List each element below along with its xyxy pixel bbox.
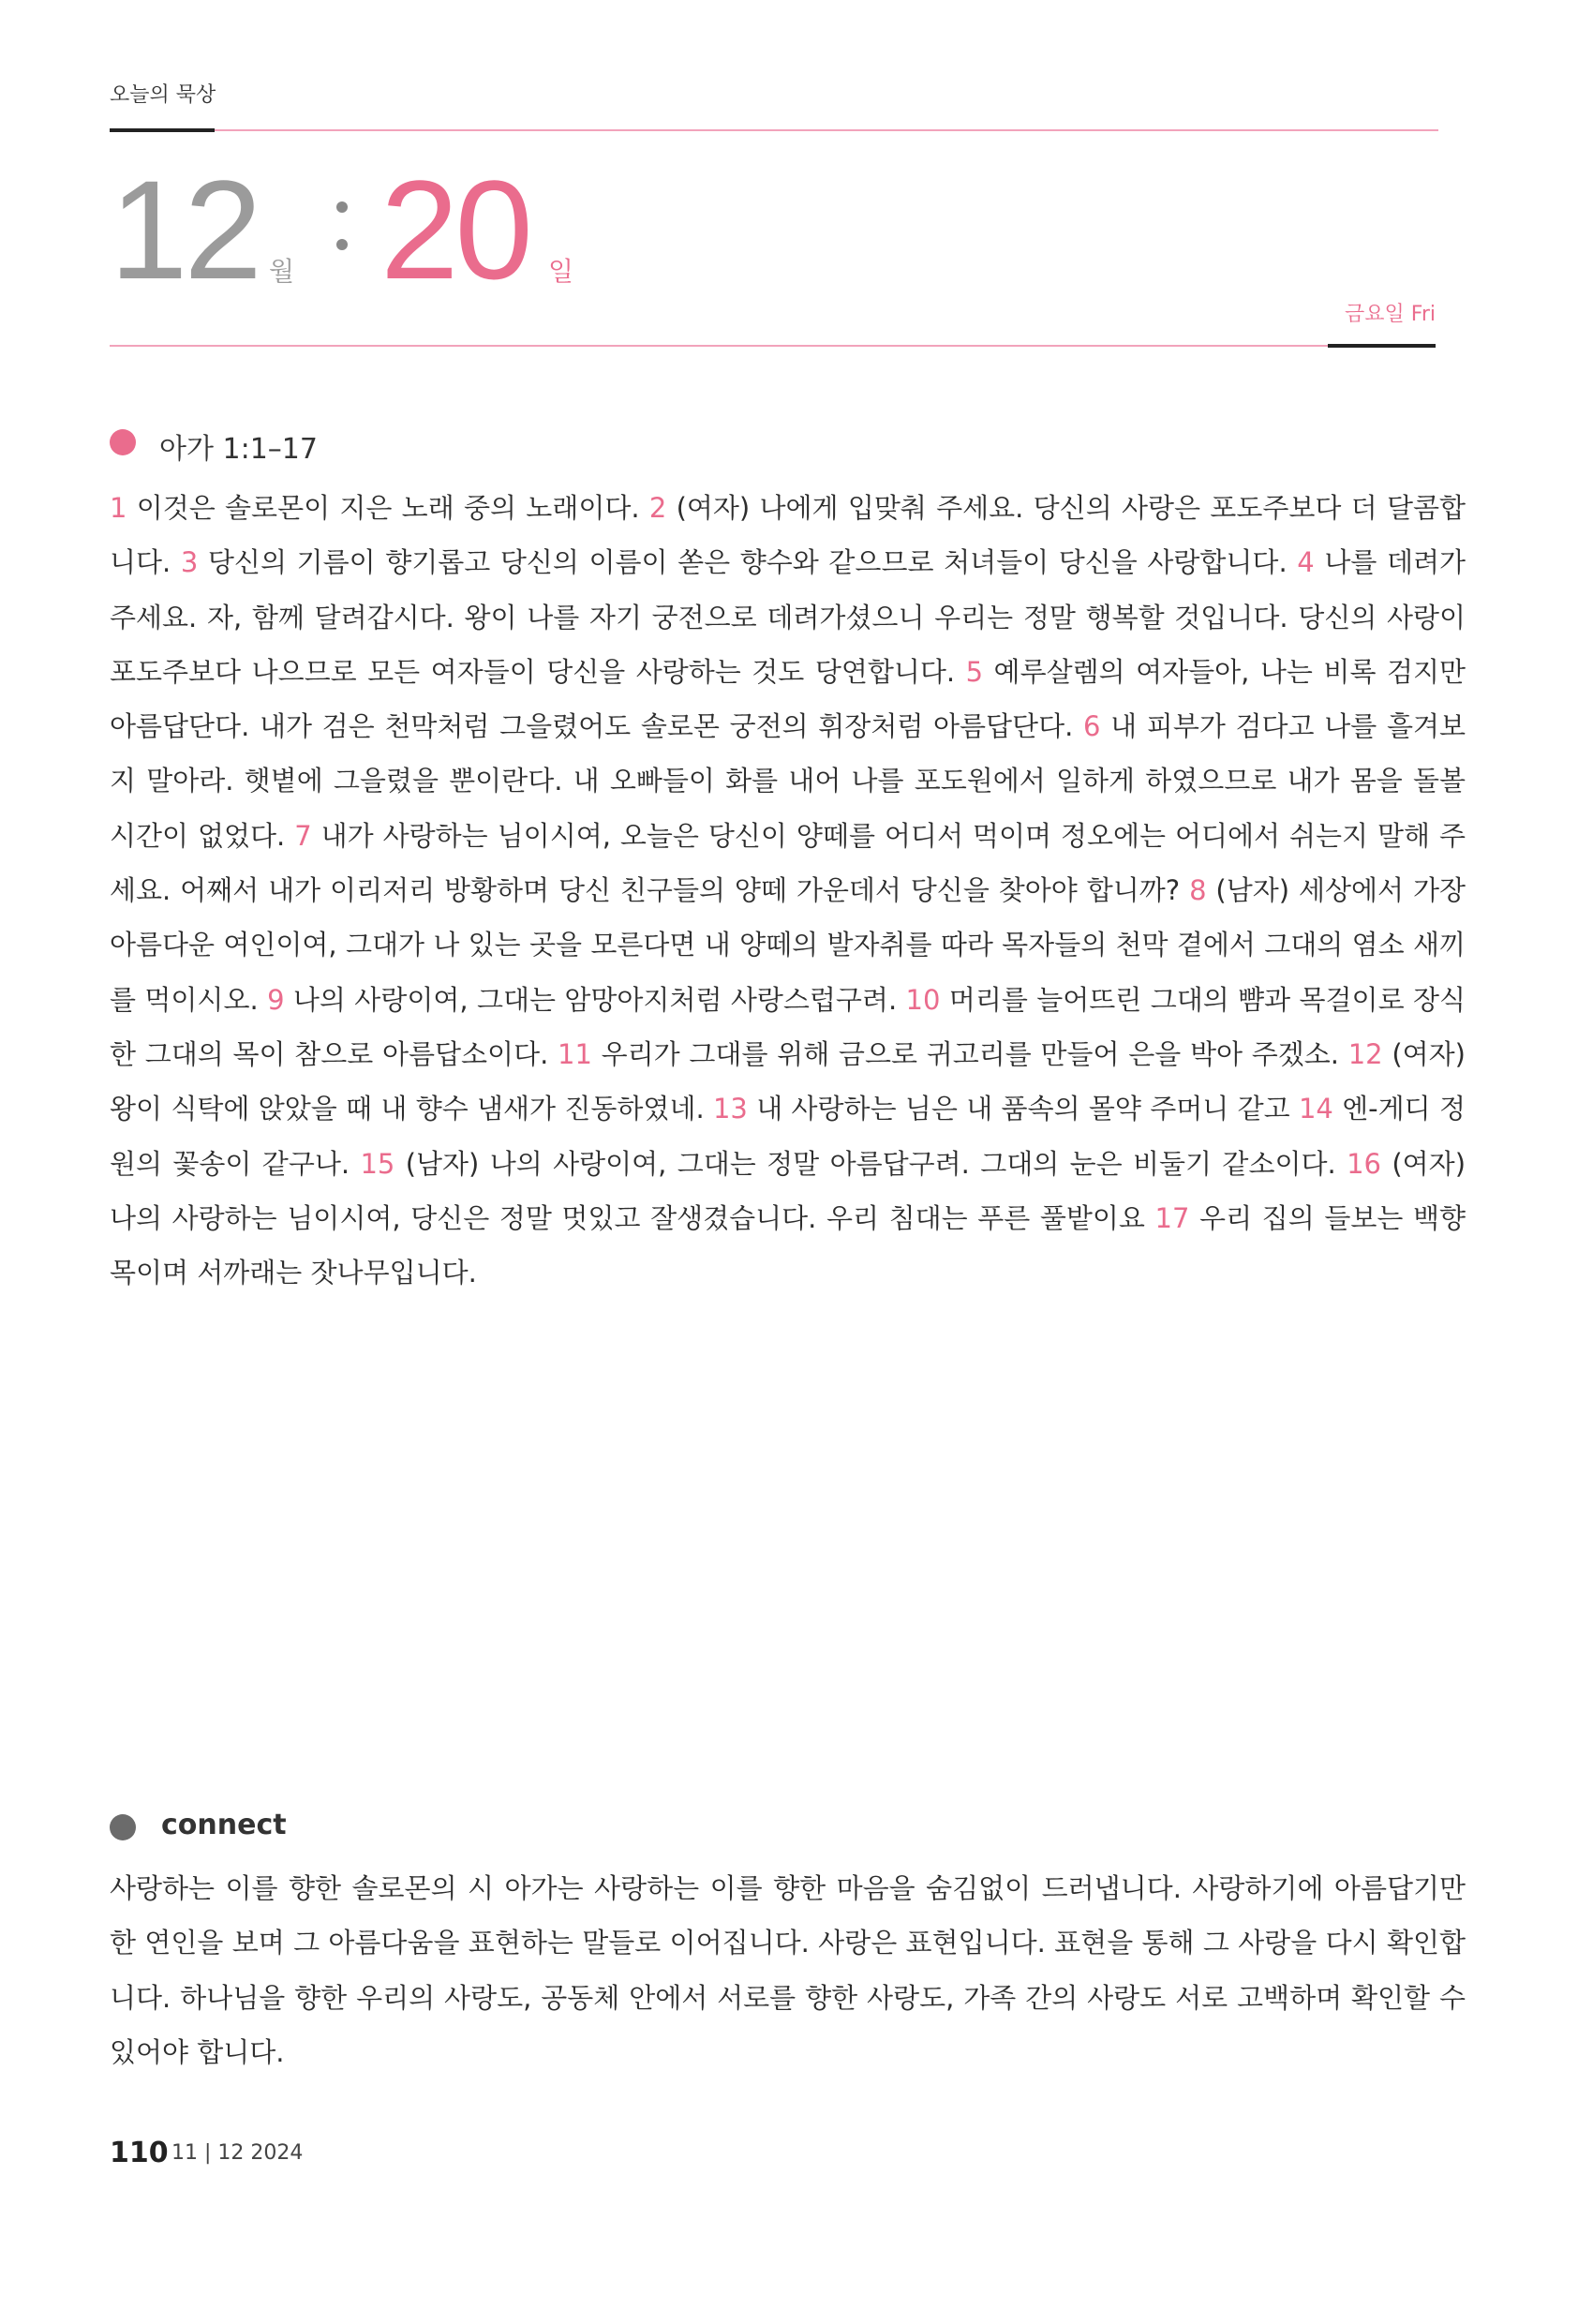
verse-number: 5 <box>965 655 984 688</box>
verse-number: 14 <box>1298 1093 1333 1125</box>
verse-number: 2 <box>648 492 667 524</box>
verse-text: 나를 데려가 주세요. 자, 함께 달려갑시다. 왕이 나를 자기 궁전으로 데려가셨으니 우리는 정말 행복할 것입니다. 당신의 사랑이 포도주보다 나으므로 모든 여자들이 당신을 사랑하는 것도 당연합니다. <box>110 546 1466 688</box>
verse-text: 엔-게디 정원의 꽃송이 같구나. <box>110 1093 1466 1180</box>
verse-number: 11 <box>558 1037 592 1070</box>
verse-number: 4 <box>1297 546 1315 579</box>
connect-title: connect <box>161 1809 287 1841</box>
verse-text: 내가 사랑하는 님이시여, 오늘은 당신이 양떼를 어디서 먹이며 정오에는 어디에서 쉬는지 말해 주세요. 어째서 내가 이리저리 방황하며 당신 친구들의 양떼 가운데서 당신을 찾아야 합니까? <box>110 819 1466 907</box>
verse-text: 이것은 솔로몬이 지은 노래 중의 노래이다. <box>127 492 649 524</box>
issue-label: 11 | 12 2024 <box>171 2141 304 2165</box>
verse-text: (남자) 세상에서 가장 아름다운 여인이여, 그대가 나 있는 곳을 모른다면 내 양떼의 발자취를 따라 목자들의 천막 곁에서 그대의 염소 새끼를 먹이시오. <box>110 874 1466 1016</box>
weekday-label: 금요일 Fri <box>1345 303 1436 326</box>
verse-number: 8 <box>1189 874 1207 907</box>
verse-text: (남자) 나의 사랑이여, 그대는 정말 아름답구려. 그대의 눈은 비둘기 같소이다. <box>394 1147 1347 1180</box>
day-unit: 일 <box>548 256 574 287</box>
verse-text: (여자) 나의 사랑하는 님이시여, 당신은 정말 멋있고 잘생겼습니다. 우리 침대는 푸른 풀밭이요 <box>110 1147 1466 1234</box>
verse-text: (여자) 왕이 식탁에 앉았을 때 내 향수 냄새가 진동하였네. <box>110 1037 1466 1125</box>
verse-text: 내 사랑하는 님은 내 품속의 몰약 주머니 같고 <box>747 1093 1299 1125</box>
colon-dot-bottom <box>336 239 348 250</box>
connect-bullet <box>110 1814 136 1840</box>
verse-text: 머리를 늘어뜨린 그대의 뺨과 목걸이로 장식한 그대의 목이 참으로 아름답소이다. <box>110 983 1466 1070</box>
verse-number: 9 <box>267 983 285 1016</box>
connect-text: 사랑하는 이를 향한 솔로몬의 시 아가는 사랑하는 이를 향한 마음을 숨김없이 드러냅니다. 사랑하기에 아름답기만 한 연인을 보며 그 아름다움을 표현하는 말들로 이어집니다. 사랑은 표현입니다. 표현을 통해 그 사랑을 다시 확인합니다. 하나님을 향한 우리의 사랑도, 공동체 안에서 서로를 향한 사랑도, 가족 간의 사랑도 서로 고백하며 확인할 수 있어야 합니다. <box>110 1872 1466 2068</box>
month-number: 12 <box>110 151 259 308</box>
verse-text: (여자) 나에게 입맞춰 주세요. 당신의 사랑은 포도주보다 더 달콤합니다. <box>110 492 1466 579</box>
day-number: 20 <box>380 151 529 308</box>
verse-number: 7 <box>294 819 312 852</box>
header-accent-rule <box>110 128 215 132</box>
verse-text: 우리가 그대를 위해 금으로 귀고리를 만들어 은을 박아 주겠소. <box>591 1037 1348 1070</box>
verse-number: 12 <box>1347 1037 1383 1070</box>
verse-text: 나의 사랑이여, 그대는 암망아지처럼 사랑스럽구려. <box>284 983 906 1016</box>
verse-number: 17 <box>1154 1201 1190 1234</box>
verse-number: 16 <box>1347 1147 1381 1180</box>
section-label: 오늘의 묵상 <box>110 83 216 107</box>
header-top-divider <box>215 129 1438 131</box>
verse-text: 당신의 기름이 향기롭고 당신의 이름이 쏟은 향수와 같으므로 처녀들이 당신을 사랑합니다. <box>198 546 1298 579</box>
verse-text: 예루살렘의 여자들아, 나는 비록 검지만 아름답단다. 내가 검은 천막처럼 그을렸어도 솔로몬 궁전의 휘장처럼 아름답단다. <box>110 655 1466 743</box>
scripture-bullet <box>110 429 136 455</box>
scripture-reference: 아가 1:1–17 <box>159 433 318 466</box>
scripture-text <box>110 481 1466 1300</box>
verse-text: 내 피부가 검다고 나를 흘겨보지 말아라. 햇볕에 그을렸을 뿐이란다. 내 오빠들이 화를 내어 나를 포도원에서 일하게 하였으므로 내가 몸을 돌볼 시간이 없었다. <box>110 710 1466 852</box>
page-number: 110 <box>110 2137 169 2169</box>
verse-number: 6 <box>1082 710 1101 743</box>
colon-dot-top <box>336 201 348 213</box>
verse-number: 13 <box>712 1093 748 1125</box>
header-bottom-divider <box>110 345 1328 347</box>
verse-number: 10 <box>905 983 941 1016</box>
verse-number: 3 <box>180 546 199 579</box>
verse-text: 우리 집의 들보는 백향목이며 서까래는 잣나무입니다. <box>110 1201 1466 1289</box>
month-unit: 월 <box>269 256 295 287</box>
verse-number: 15 <box>360 1147 395 1180</box>
weekday-accent-rule <box>1328 344 1436 348</box>
verse-number: 1 <box>110 492 127 524</box>
